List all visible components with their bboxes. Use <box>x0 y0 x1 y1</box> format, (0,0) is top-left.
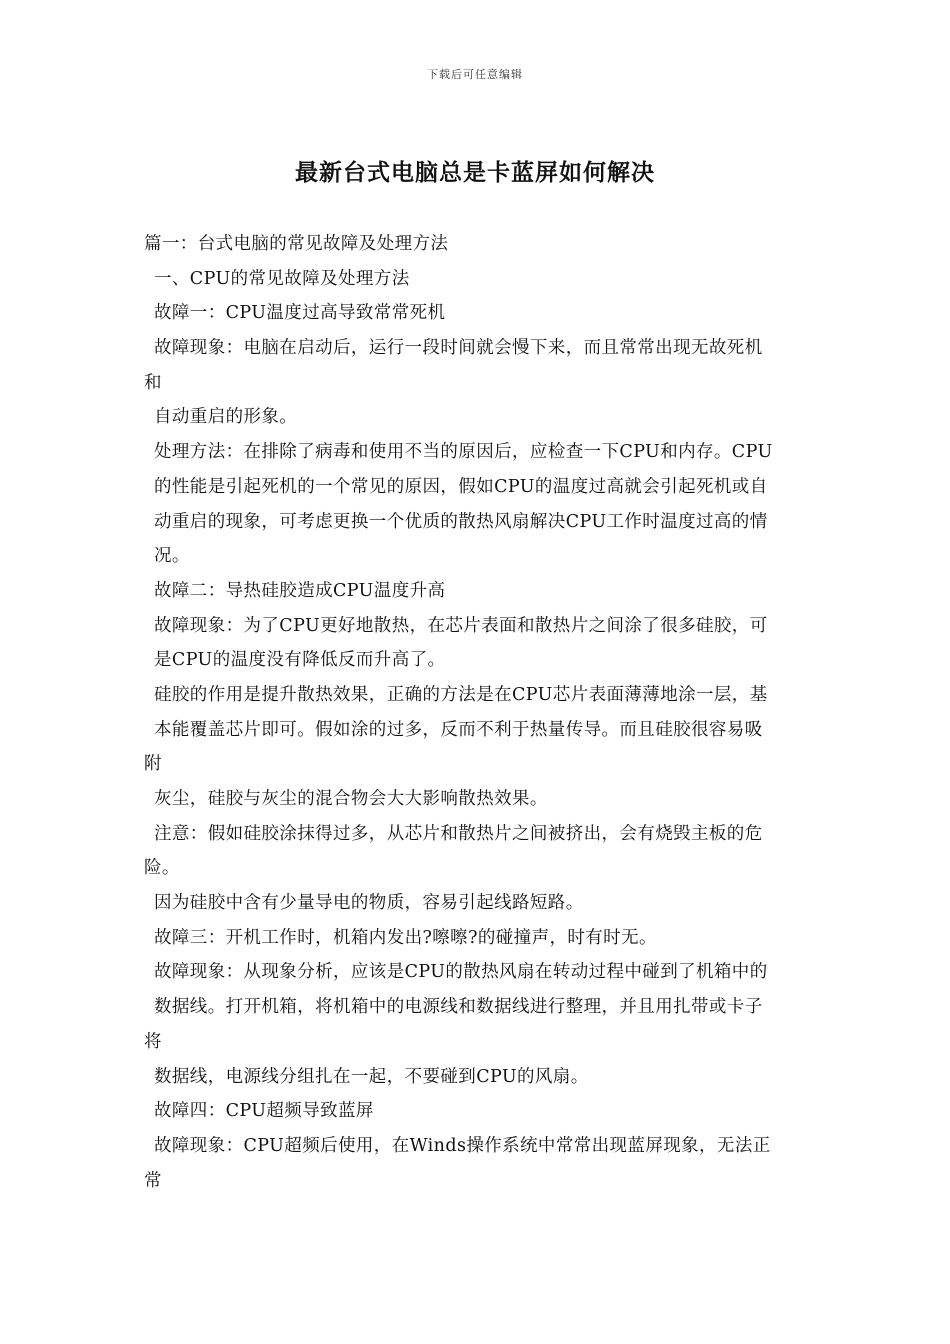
paragraph-line: 故障现象：电脑在启动后，运行一段时间就会慢下来，而且常常出现无故死机 <box>154 338 763 359</box>
paragraph-line: 自动重启的形象。 <box>154 407 298 428</box>
paragraph-line: 故障现象：CPU超频后使用，在Winds操作系统中常常出现蓝屏现象，无法正 <box>154 1135 771 1156</box>
paragraph-line: 况。 <box>154 546 190 567</box>
paragraph-line: 附 <box>144 754 162 775</box>
paragraph-line: 险。 <box>144 858 180 879</box>
paragraph-line: 数据线。打开机箱，将机箱中的电源线和数据线进行整理，并且用扎带或卡子 <box>154 997 763 1018</box>
paragraph-line: 将 <box>144 1031 162 1052</box>
paragraph-line: 动重启的现象，可考虑更换一个优质的散热风扇解决CPU工作时温度过高的情 <box>154 511 768 532</box>
paragraph-line: 注意：假如硅胶涂抹得过多，从芯片和散热片之间被挤出，会有烧毁主板的危 <box>154 823 763 844</box>
paragraph-line: 篇一：台式电脑的常见故障及处理方法 <box>144 234 449 254</box>
paragraph-line: 和 <box>144 372 162 393</box>
paragraph-line: 处理方法：在排除了病毒和使用不当的原因后，应检查一下CPU和内存。CPU <box>154 442 773 463</box>
paragraph-line: 故障二：导热硅胶造成CPU温度升高 <box>154 580 446 601</box>
paragraph-line: 故障三：开机工作时，机箱内发出?嚓嚓?的碰撞声，时有时无。 <box>154 927 657 948</box>
paragraph-line: 故障四：CPU超频导致蓝屏 <box>154 1101 374 1122</box>
paragraph-line: 数据线，电源线分组扎在一起，不要碰到CPU的风扇。 <box>154 1066 589 1087</box>
document-body <box>144 232 824 1203</box>
paragraph-line: 的性能是引起死机的一个常见的原因，假如CPU的温度过高就会引起死机或自 <box>154 476 768 497</box>
paragraph-line: 一、CPU的常见故障及处理方法 <box>154 268 410 289</box>
paragraph-line: 故障现象：为了CPU更好地散热，在芯片表面和散热片之间涂了很多硅胶，可 <box>154 615 768 636</box>
header-note: 下载后可任意编辑 <box>427 68 523 81</box>
paragraph-line: 常 <box>144 1170 162 1191</box>
paragraph-line: 是CPU的温度没有降低反而升高了。 <box>154 650 446 671</box>
paragraph-line: 故障一：CPU温度过高导致常常死机 <box>154 303 446 324</box>
paragraph-line: 硅胶的作用是提升散热效果，正确的方法是在CPU芯片表面薄薄地涂一层，基 <box>154 684 768 705</box>
paragraph-line: 本能覆盖芯片即可。假如涂的过多，反而不利于热量传导。而且硅胶很容易吸 <box>154 719 763 740</box>
paragraph-line: 灰尘，硅胶与灰尘的混合物会大大影响散热效果。 <box>154 789 548 809</box>
paragraph-line: 因为硅胶中含有少量导电的物质，容易引起线路短路。 <box>154 893 584 914</box>
paragraph-line: 故障现象：从现象分析，应该是CPU的散热风扇在转动过程中碰到了机箱中的 <box>154 962 768 983</box>
document-title: 最新台式电脑总是卡蓝屏如何解决 <box>295 160 655 186</box>
